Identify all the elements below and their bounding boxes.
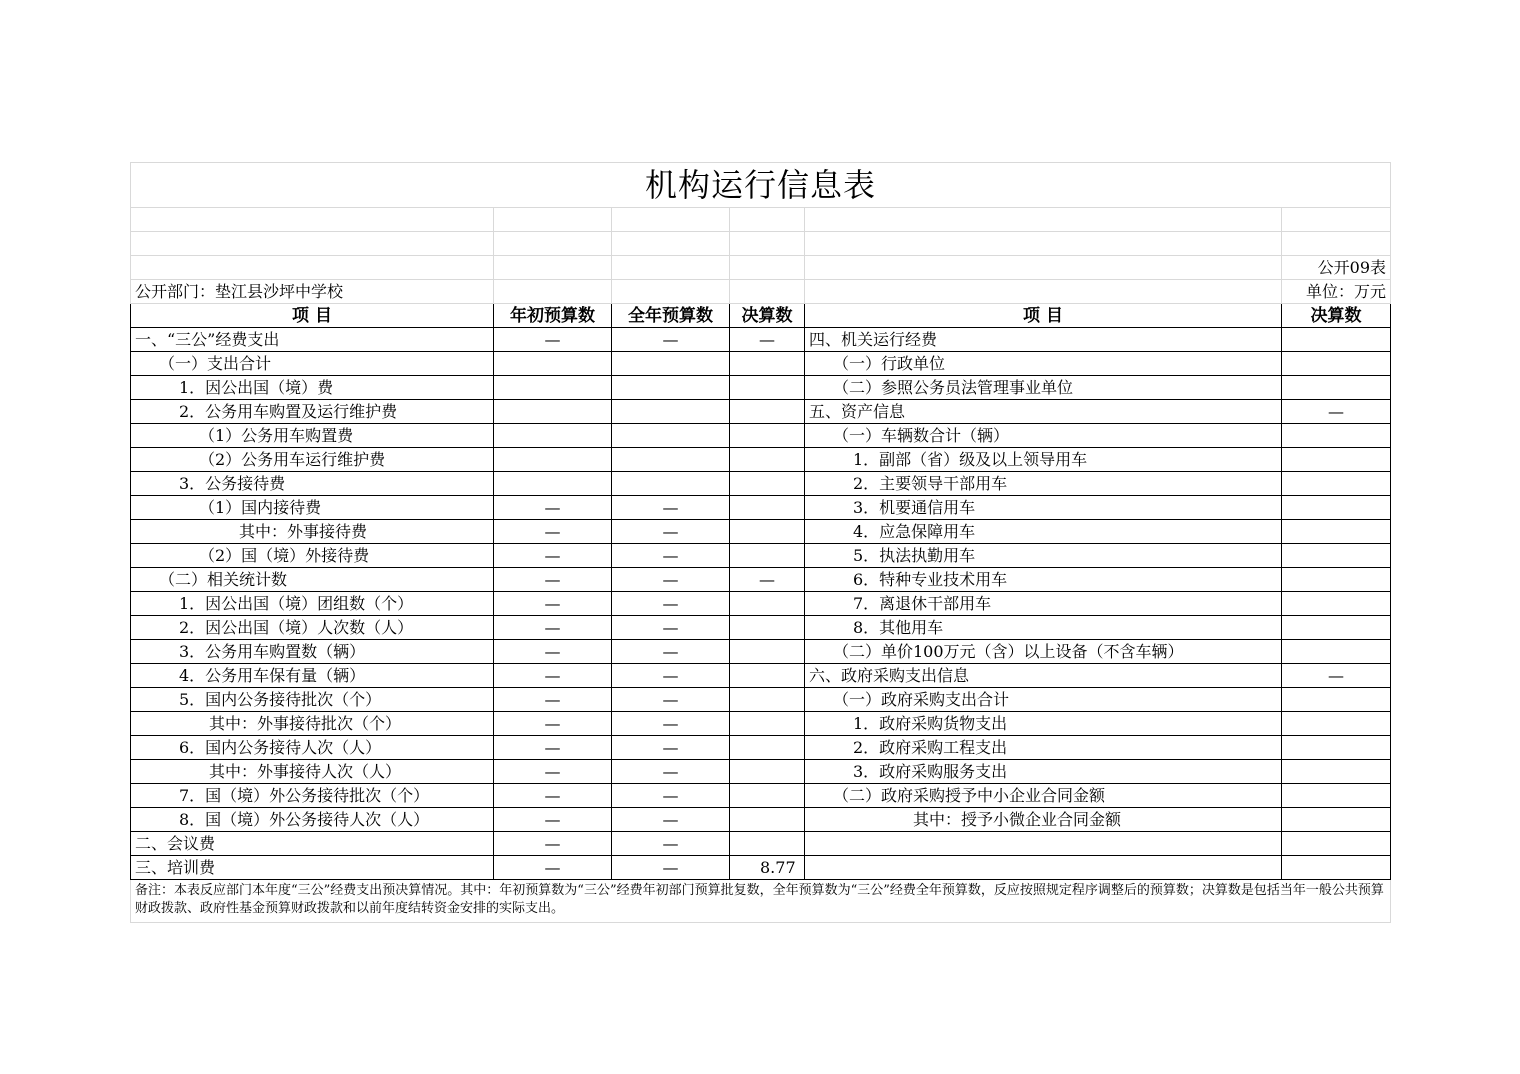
table-row (131, 472, 1391, 496)
info-sheet (130, 162, 1390, 923)
full-budget-cell: — (612, 688, 730, 712)
right-item-cell: 4．应急保障用车 (805, 520, 1282, 544)
table-row (131, 712, 1391, 736)
initial-budget-cell: — (494, 544, 612, 568)
unit-label: 单位：万元 (1282, 280, 1391, 304)
initial-budget-cell: — (494, 592, 612, 616)
header-full-budget: 全年预算数 (612, 304, 730, 328)
left-item-cell: 2．因公出国（境）人次数（人） (131, 616, 494, 640)
right-final-cell (1282, 328, 1391, 352)
full-budget-cell: — (612, 520, 730, 544)
full-budget-cell: — (612, 856, 730, 880)
header-final: 决算数 (730, 304, 805, 328)
right-item-cell: 6．特种专业技术用车 (805, 568, 1282, 592)
full-budget-cell: — (612, 784, 730, 808)
full-budget-cell (612, 424, 730, 448)
full-budget-cell: — (612, 592, 730, 616)
final-cell (730, 424, 805, 448)
final-cell: — (730, 328, 805, 352)
right-item-cell: 2．主要领导干部用车 (805, 472, 1282, 496)
table-row (131, 616, 1391, 640)
table-row (131, 544, 1391, 568)
final-cell (730, 496, 805, 520)
right-item-cell: （一）政府采购支出合计 (805, 688, 1282, 712)
full-budget-cell: — (612, 328, 730, 352)
department-label: 公开部门：垫江县沙坪中学校 (131, 280, 494, 304)
final-cell: 8.77 (730, 856, 805, 880)
final-cell (730, 688, 805, 712)
final-cell (730, 352, 805, 376)
full-budget-cell: — (612, 736, 730, 760)
final-cell (730, 664, 805, 688)
header-initial-budget: 年初预算数 (494, 304, 612, 328)
right-item-cell: 1．副部（省）级及以上领导用车 (805, 448, 1282, 472)
right-item-cell: （一）行政单位 (805, 352, 1282, 376)
final-cell (730, 760, 805, 784)
right-final-cell (1282, 784, 1391, 808)
left-item-cell: 6．国内公务接待人次（人） (131, 736, 494, 760)
right-final-cell (1282, 544, 1391, 568)
form-number: 公开09表 (1282, 256, 1391, 280)
initial-budget-cell (494, 448, 612, 472)
left-item-cell: 3．公务用车购置数（辆） (131, 640, 494, 664)
left-item-cell: 一、“三公”经费支出 (131, 328, 494, 352)
right-item-cell: 5．执法执勤用车 (805, 544, 1282, 568)
full-budget-cell: — (612, 616, 730, 640)
table-row (131, 736, 1391, 760)
left-item-cell: 其中：外事接待批次（个） (131, 712, 494, 736)
header-item-right: 项 目 (805, 304, 1282, 328)
department-row (131, 280, 1391, 304)
full-budget-cell (612, 352, 730, 376)
left-item-cell: 其中：外事接待人次（人） (131, 760, 494, 784)
final-cell (730, 448, 805, 472)
full-budget-cell (612, 400, 730, 424)
initial-budget-cell (494, 352, 612, 376)
final-cell (730, 640, 805, 664)
left-item-cell: 二、会议费 (131, 832, 494, 856)
initial-budget-cell: — (494, 568, 612, 592)
initial-budget-cell: — (494, 520, 612, 544)
table-row (131, 352, 1391, 376)
initial-budget-cell: — (494, 808, 612, 832)
final-cell (730, 376, 805, 400)
full-budget-cell (612, 448, 730, 472)
full-budget-cell (612, 376, 730, 400)
full-budget-cell (612, 472, 730, 496)
right-item-cell: 3．机要通信用车 (805, 496, 1282, 520)
table-row (131, 760, 1391, 784)
table-row (131, 448, 1391, 472)
left-item-cell: （一）支出合计 (131, 352, 494, 376)
right-item-cell: 3．政府采购服务支出 (805, 760, 1282, 784)
right-final-cell (1282, 736, 1391, 760)
right-item-cell: （二）单价100万元（含）以上设备（不含车辆） (805, 640, 1282, 664)
left-item-cell: 其中：外事接待费 (131, 520, 494, 544)
initial-budget-cell: — (494, 616, 612, 640)
right-final-cell: — (1282, 664, 1391, 688)
right-item-cell: 其中：授予小微企业合同金额 (805, 808, 1282, 832)
right-item-cell: 四、机关运行经费 (805, 328, 1282, 352)
right-final-cell (1282, 472, 1391, 496)
right-item-cell (805, 856, 1282, 880)
full-budget-cell: — (612, 568, 730, 592)
initial-budget-cell (494, 400, 612, 424)
final-cell (730, 808, 805, 832)
right-final-cell (1282, 832, 1391, 856)
right-final-cell (1282, 352, 1391, 376)
initial-budget-cell (494, 472, 612, 496)
table-row (131, 856, 1391, 880)
left-item-cell: 三、培训费 (131, 856, 494, 880)
header-row (131, 304, 1391, 328)
right-final-cell (1282, 448, 1391, 472)
header-final-right: 决算数 (1282, 304, 1391, 328)
right-final-cell (1282, 424, 1391, 448)
final-cell (730, 712, 805, 736)
table-row (131, 640, 1391, 664)
left-item-cell: 3．公务接待费 (131, 472, 494, 496)
final-cell (730, 616, 805, 640)
left-item-cell: 7．国（境）外公务接待批次（个） (131, 784, 494, 808)
right-final-cell (1282, 712, 1391, 736)
right-item-cell: 7．离退休干部用车 (805, 592, 1282, 616)
footnote: 备注：本表反应部门本年度“三公”经费支出预决算情况。其中：年初预算数为“三公”经费年初部门预算批复数，全年预算数为“三公”经费全年预算数，反应按照规定程序调整后的预算数；决算数是包括当年一般公共预算财政拨款、政府性基金预算财政拨款和以前年度结转资金安排的实际支出。 (131, 880, 1391, 923)
right-final-cell (1282, 592, 1391, 616)
right-final-cell (1282, 376, 1391, 400)
right-final-cell: — (1282, 400, 1391, 424)
initial-budget-cell (494, 424, 612, 448)
initial-budget-cell: — (494, 688, 612, 712)
table-row (131, 496, 1391, 520)
final-cell (730, 784, 805, 808)
final-cell (730, 592, 805, 616)
table-row (131, 520, 1391, 544)
right-item-cell: （一）车辆数合计（辆） (805, 424, 1282, 448)
table-row (131, 832, 1391, 856)
final-cell (730, 400, 805, 424)
blank-row (131, 208, 1391, 232)
right-final-cell (1282, 808, 1391, 832)
right-item-cell: （二）政府采购授予中小企业合同金额 (805, 784, 1282, 808)
initial-budget-cell: — (494, 712, 612, 736)
final-cell (730, 832, 805, 856)
table-row (131, 784, 1391, 808)
initial-budget-cell: — (494, 640, 612, 664)
full-budget-cell: — (612, 664, 730, 688)
left-item-cell: （1）公务用车购置费 (131, 424, 494, 448)
right-item-cell: 六、政府采购支出信息 (805, 664, 1282, 688)
initial-budget-cell: — (494, 832, 612, 856)
left-item-cell: 5．国内公务接待批次（个） (131, 688, 494, 712)
full-budget-cell: — (612, 808, 730, 832)
table-title: 机构运行信息表 (131, 163, 1391, 208)
right-final-cell (1282, 568, 1391, 592)
initial-budget-cell: — (494, 856, 612, 880)
table-row (131, 424, 1391, 448)
left-item-cell: 1．因公出国（境）团组数（个） (131, 592, 494, 616)
form-number-row (131, 256, 1391, 280)
initial-budget-cell: — (494, 760, 612, 784)
table-row (131, 328, 1391, 352)
initial-budget-cell: — (494, 784, 612, 808)
full-budget-cell: — (612, 760, 730, 784)
initial-budget-cell (494, 376, 612, 400)
left-item-cell: （2）公务用车运行维护费 (131, 448, 494, 472)
full-budget-cell: — (612, 640, 730, 664)
table-row (131, 808, 1391, 832)
right-final-cell (1282, 520, 1391, 544)
header-item: 项 目 (131, 304, 494, 328)
right-final-cell (1282, 616, 1391, 640)
table-row (131, 592, 1391, 616)
left-item-cell: 2．公务用车购置及运行维护费 (131, 400, 494, 424)
right-item-cell: （二）参照公务员法管理事业单位 (805, 376, 1282, 400)
right-item-cell (805, 832, 1282, 856)
final-cell: — (730, 568, 805, 592)
left-item-cell: 8．国（境）外公务接待人次（人） (131, 808, 494, 832)
initial-budget-cell: — (494, 328, 612, 352)
left-item-cell: 4．公务用车保有量（辆） (131, 664, 494, 688)
table-row (131, 688, 1391, 712)
right-final-cell (1282, 688, 1391, 712)
full-budget-cell: — (612, 496, 730, 520)
blank-row (131, 232, 1391, 256)
final-cell (730, 736, 805, 760)
table-row (131, 568, 1391, 592)
initial-budget-cell: — (494, 736, 612, 760)
right-item-cell: 五、资产信息 (805, 400, 1282, 424)
full-budget-cell: — (612, 544, 730, 568)
footnote-row (131, 880, 1391, 923)
right-final-cell (1282, 640, 1391, 664)
right-final-cell (1282, 856, 1391, 880)
right-item-cell: 2．政府采购工程支出 (805, 736, 1282, 760)
initial-budget-cell: — (494, 496, 612, 520)
right-item-cell: 1．政府采购货物支出 (805, 712, 1282, 736)
table-row (131, 376, 1391, 400)
institution-info-table (130, 162, 1391, 923)
left-item-cell: （1）国内接待费 (131, 496, 494, 520)
final-cell (730, 520, 805, 544)
left-item-cell: 1．因公出国（境）费 (131, 376, 494, 400)
left-item-cell: （2）国（境）外接待费 (131, 544, 494, 568)
initial-budget-cell: — (494, 664, 612, 688)
right-final-cell (1282, 760, 1391, 784)
full-budget-cell: — (612, 832, 730, 856)
right-final-cell (1282, 496, 1391, 520)
table-row (131, 400, 1391, 424)
final-cell (730, 544, 805, 568)
left-item-cell: （二）相关统计数 (131, 568, 494, 592)
full-budget-cell: — (612, 712, 730, 736)
table-row (131, 664, 1391, 688)
right-item-cell: 8．其他用车 (805, 616, 1282, 640)
final-cell (730, 472, 805, 496)
